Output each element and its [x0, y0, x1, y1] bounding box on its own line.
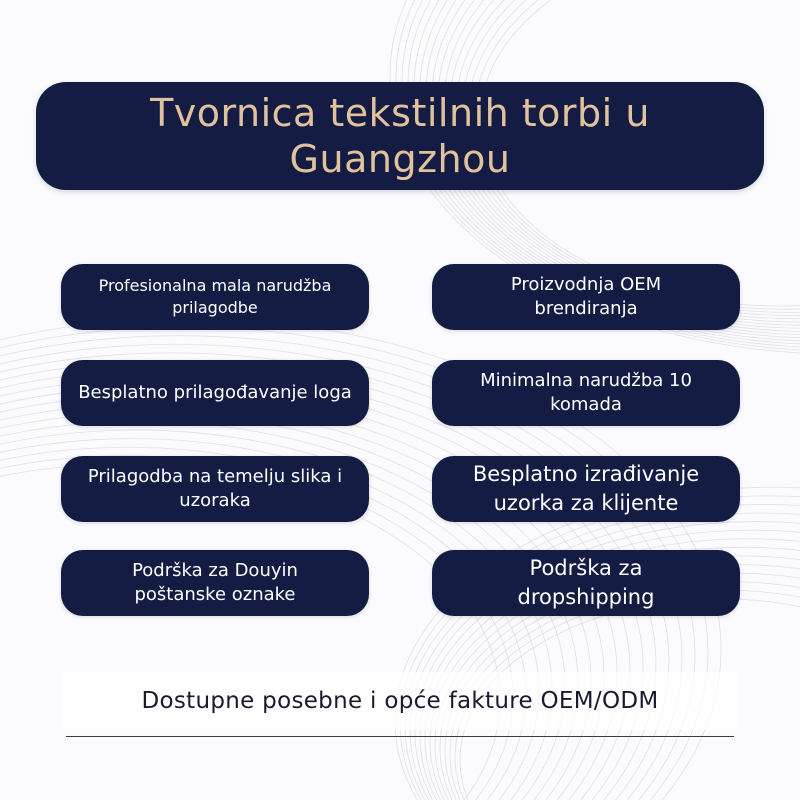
feature-label: Prilagodba na temelju slika i uzoraka [87, 466, 343, 511]
footer-divider [66, 736, 734, 737]
feature-label: Besplatno izrađivanje uzorka za klijente [472, 462, 700, 515]
feature-label: Profesionalna mala narudžba prilagodbe [98, 276, 332, 317]
footer-band [62, 672, 738, 730]
feature-badge-dropshipping [432, 550, 740, 616]
feature-label: Podrška za dropshipping [517, 556, 655, 609]
title-banner [36, 82, 764, 190]
feature-badge-small-order [61, 264, 369, 330]
feature-label: Minimalna narudžba 10 komada [480, 370, 692, 415]
feature-label: Proizvodnja OEM brendiranja [510, 274, 662, 319]
feature-badge-free-logo [61, 360, 369, 426]
feature-badge-oem-branding [432, 264, 740, 330]
feature-badge-douyin-labels [61, 550, 369, 616]
feature-badge-custom-images [61, 456, 369, 522]
page-title: Tvornica tekstilnih torbi u Guangzhou [150, 91, 650, 181]
footer-text: Dostupne posebne i opće fakture OEM/ODM [141, 688, 659, 714]
feature-badge-free-sample [432, 456, 740, 522]
feature-label: Besplatno prilagođavanje loga [78, 382, 352, 403]
feature-label: Podrška za Douyin poštanske oznake [132, 560, 298, 605]
feature-badge-min-order [432, 360, 740, 426]
